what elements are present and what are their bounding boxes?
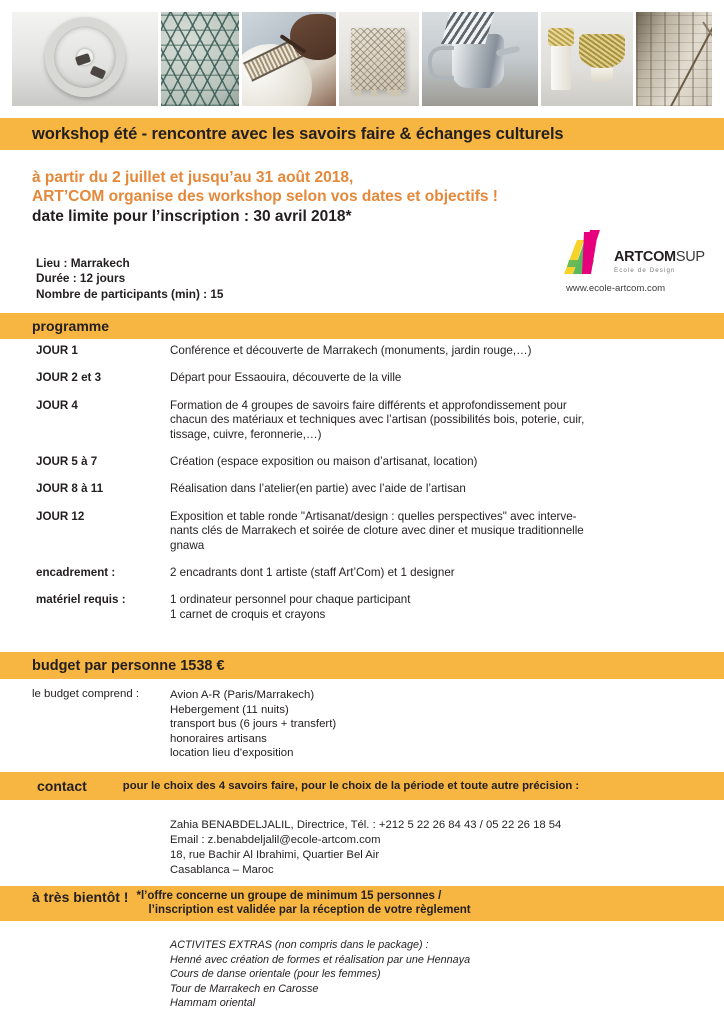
programme-row bbox=[0, 482, 724, 496]
programme-row-label: encadrement : bbox=[36, 566, 116, 580]
extras-item: Hammam oriental bbox=[170, 997, 256, 1010]
programme-row-label: JOUR 4 bbox=[36, 398, 78, 412]
programme-row-line: gnawa bbox=[170, 538, 205, 552]
programme-row-line: tissage, cuivre, feronnerie,…) bbox=[170, 427, 322, 441]
closing-note bbox=[136, 889, 470, 917]
contact-note: pour le choix des 4 savoirs faire, pour le choix de la période et toute autre précision : bbox=[122, 780, 580, 792]
programme-row-label: JOUR 12 bbox=[36, 509, 85, 523]
budget-includes-label: le budget comprend : bbox=[32, 688, 140, 700]
closing-note-line-2: l’inscription est validée par la réception de votre règlement bbox=[148, 904, 471, 916]
extras-item: Henné avec création de formes et réalisation par une Hennaya bbox=[170, 953, 471, 966]
programme-row-line: Exposition et table ronde "Artisanat/design : quelles perspectives" avec interve- bbox=[170, 509, 577, 523]
programme-row-description bbox=[170, 455, 670, 469]
image-woven-textile-loom bbox=[636, 12, 712, 106]
image-green-lattice-pattern bbox=[161, 12, 239, 106]
programme-row-line: Création (espace exposition ou maison d’artisanat, location) bbox=[170, 455, 478, 469]
contact-detail-line: Email : z.benabdeljalil@ecole-artcom.com bbox=[170, 834, 381, 846]
programme-section-bar bbox=[0, 313, 724, 339]
budget-section-bar bbox=[0, 652, 724, 679]
facts-block bbox=[36, 256, 223, 302]
fact-lieu: Lieu : Marrakech bbox=[36, 256, 130, 270]
programme-row-line: 2 encadrants dont 1 artiste (staff Art’Com) et 1 designer bbox=[170, 566, 455, 580]
image-perforated-wooden-stool bbox=[339, 12, 419, 106]
programme-row-line: Départ pour Essaouira, découverte de la ville bbox=[170, 371, 402, 385]
programme-row-label: JOUR 2 et 3 bbox=[36, 371, 102, 385]
contact-details bbox=[170, 818, 561, 878]
budget-heading: budget par personne 1538 € bbox=[32, 657, 225, 674]
programme-row-label: JOUR 1 bbox=[36, 344, 78, 357]
image-hand-painting-ceramic-pot bbox=[242, 12, 336, 106]
logo-a-glyph bbox=[560, 230, 612, 274]
artcomsup-logo bbox=[560, 228, 710, 294]
programme-row-line: 1 ordinateur personnel pour chaque participant bbox=[170, 593, 411, 607]
extras-title: ACTIVITES EXTRAS (non compris dans le package) : bbox=[170, 939, 429, 951]
programme-row bbox=[0, 566, 724, 580]
budget-include-item: honoraires artisans bbox=[170, 732, 267, 745]
logo-website-url[interactable]: www.ecole-artcom.com bbox=[566, 283, 666, 294]
programme-row-label: matériel requis : bbox=[36, 593, 126, 607]
logo-tagline: Ecole de Design bbox=[614, 267, 676, 274]
programme-row-line: chacun des matériaux et techniques avec l’artisan (possibilités bois, poterie, cuir, bbox=[170, 413, 585, 427]
programme-row-description bbox=[170, 510, 670, 553]
budget-include-item: location lieu d’exposition bbox=[170, 747, 294, 760]
extras-block bbox=[170, 938, 470, 1011]
fact-duree: Durée : 12 jours bbox=[36, 271, 126, 286]
image-metal-ring-sculpture bbox=[12, 12, 158, 106]
budget-block bbox=[0, 688, 724, 761]
image-woven-gold-baskets bbox=[541, 12, 633, 106]
programme-row-line: 1 carnet de croquis et crayons bbox=[170, 607, 326, 621]
programme-row bbox=[0, 593, 724, 622]
programme-row-description bbox=[170, 593, 670, 622]
budget-include-item: transport bus (6 jours + transfert) bbox=[170, 718, 337, 731]
programme-row bbox=[0, 344, 724, 358]
programme-row-line: Conférence et découverte de Marrakech (monuments, jardin rouge,…) bbox=[170, 344, 532, 357]
programme-row-description bbox=[170, 371, 670, 385]
title-banner bbox=[0, 118, 724, 150]
intro-deadline: date limite pour l’inscription : 30 avril 2018* bbox=[32, 208, 352, 225]
contact-detail-line: Casablanca – Maroc bbox=[170, 864, 274, 876]
contact-detail-line: 18, rue Bachir Al Ibrahimi, Quartier Bel Air bbox=[170, 849, 380, 861]
budget-include-item: Avion A-R (Paris/Marrakech) bbox=[170, 689, 315, 701]
programme-row-description bbox=[170, 566, 670, 580]
programme-heading: programme bbox=[32, 318, 110, 334]
intro-line-1: à partir du 2 juillet et jusqu’au 31 août 2018, bbox=[32, 169, 354, 186]
closing-heading: à très bientôt ! bbox=[32, 889, 129, 905]
budget-includes-list bbox=[170, 688, 336, 761]
programme-row bbox=[0, 399, 724, 442]
programme-row-description bbox=[170, 482, 670, 496]
programme-rows bbox=[0, 344, 724, 635]
extras-items-holder bbox=[170, 953, 470, 1011]
closing-note-line-1: *l’offre concerne un groupe de minimum 15 personnes / bbox=[136, 890, 442, 902]
intro-line-2: ART’COM organise des workshop selon vos dates et objectifs ! bbox=[32, 188, 498, 205]
closing-section-bar bbox=[0, 886, 724, 921]
header-image-strip bbox=[12, 12, 712, 106]
extras-item: Cours de danse orientale (pour les femmes) bbox=[170, 968, 381, 981]
image-steel-teapot bbox=[422, 12, 538, 106]
programme-row-line: Réalisation dans l’atelier(en partie) avec l’aide de l’artisan bbox=[170, 482, 466, 496]
banner-title: workshop été - rencontre avec les savoirs faire & échanges culturels bbox=[32, 124, 564, 143]
fact-participants: Nombre de participants (min) : 15 bbox=[36, 286, 224, 301]
extras-item: Tour de Marrakech en Carosse bbox=[170, 982, 319, 995]
programme-row-label: JOUR 8 à 11 bbox=[36, 482, 104, 496]
programme-row-line: Formation de 4 groupes de savoirs faire différents et approfondissement pour bbox=[170, 398, 567, 412]
programme-row-description bbox=[170, 399, 670, 442]
programme-row-line: nants clés de Marrakech et soirée de cloture avec diner et musique traditionnelle bbox=[170, 524, 584, 538]
intro-block bbox=[32, 168, 692, 226]
programme-row bbox=[0, 455, 724, 469]
contact-heading: contact bbox=[37, 778, 87, 794]
contact-section-bar bbox=[0, 772, 724, 800]
logo-brand: ARTCOMSUP bbox=[614, 249, 705, 265]
budget-include-item: Hebergement (11 nuits) bbox=[170, 703, 289, 716]
programme-row bbox=[0, 510, 724, 553]
programme-row-label: JOUR 5 à 7 bbox=[36, 455, 98, 469]
programme-row bbox=[0, 371, 724, 385]
contact-detail-line: Zahia BENABDELJALIL, Directrice, Tél. : +212 5 22 26 84 43 / 05 22 26 18 54 bbox=[170, 819, 562, 831]
programme-row-description bbox=[170, 344, 670, 358]
